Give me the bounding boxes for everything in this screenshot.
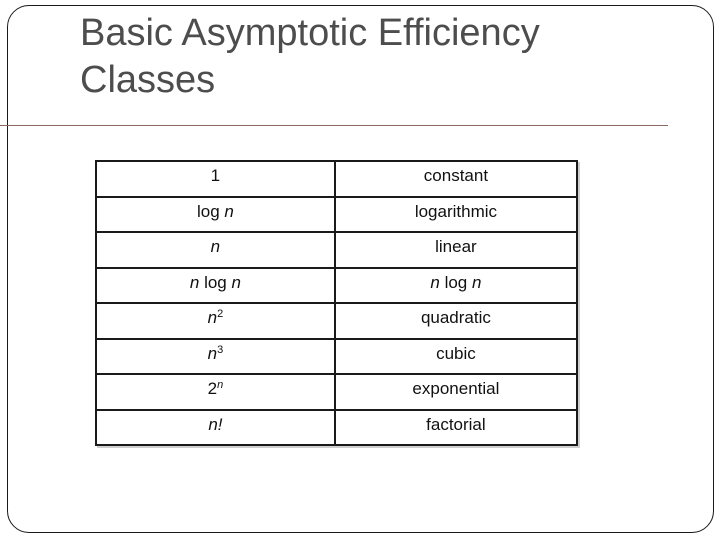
complexity-variable: n <box>207 308 218 327</box>
table-row <box>96 303 577 339</box>
class-name-variable-2: n <box>471 272 482 292</box>
class-name-cell <box>335 161 577 197</box>
class-name-text: factorial <box>426 414 486 434</box>
table-row <box>96 410 577 446</box>
class-name-text-suffix: log <box>439 272 472 292</box>
complexity-exponent: 3 <box>217 343 224 356</box>
slide-title-line-2: Classes <box>80 59 216 101</box>
complexity-variable: n! <box>208 414 223 434</box>
complexity-variable: n <box>210 237 221 256</box>
complexity-text-suffix: log <box>199 272 232 292</box>
class-name-cell <box>335 339 577 375</box>
class-name-text: cubic <box>436 343 476 363</box>
class-name-cell <box>335 410 577 446</box>
complexity-cell <box>96 232 335 268</box>
class-name-cell <box>335 232 577 268</box>
class-name-cell <box>335 374 577 410</box>
complexity-exponent: 2 <box>217 308 224 320</box>
class-name-variable: n <box>430 272 440 292</box>
class-name-text: linear <box>435 237 477 256</box>
title-divider <box>0 125 668 126</box>
complexity-variable: n <box>224 201 234 221</box>
complexity-text: 2 <box>207 379 218 398</box>
complexity-cell <box>96 410 335 446</box>
complexity-cell <box>96 268 335 304</box>
table-row <box>96 339 577 375</box>
complexity-variable: n <box>207 343 218 363</box>
class-name-cell <box>335 197 577 233</box>
complexity-text: log <box>196 201 225 221</box>
efficiency-classes-table <box>95 160 578 446</box>
complexity-text: 1 <box>210 166 221 185</box>
complexity-cell <box>96 303 335 339</box>
complexity-cell <box>96 339 335 375</box>
class-name-text: quadratic <box>420 308 491 327</box>
slide-title-line-1: Basic Asymptotic Efficiency <box>80 12 540 54</box>
class-name-text: exponential <box>412 379 500 398</box>
class-name-text: constant <box>423 166 489 185</box>
complexity-exponent: n <box>217 379 224 391</box>
complexity-cell <box>96 161 335 197</box>
complexity-cell <box>96 197 335 233</box>
class-name-cell <box>335 268 577 304</box>
complexity-variable-2: n <box>231 272 241 292</box>
table-row <box>96 232 577 268</box>
table-row <box>96 268 577 304</box>
table-row <box>96 374 577 410</box>
efficiency-classes-table-body <box>96 161 577 445</box>
class-name-cell <box>335 303 577 339</box>
complexity-variable: n <box>189 272 200 292</box>
class-name-text: logarithmic <box>414 201 498 221</box>
complexity-cell <box>96 374 335 410</box>
table-row <box>96 197 577 233</box>
table-row <box>96 161 577 197</box>
slide-title <box>80 10 680 104</box>
